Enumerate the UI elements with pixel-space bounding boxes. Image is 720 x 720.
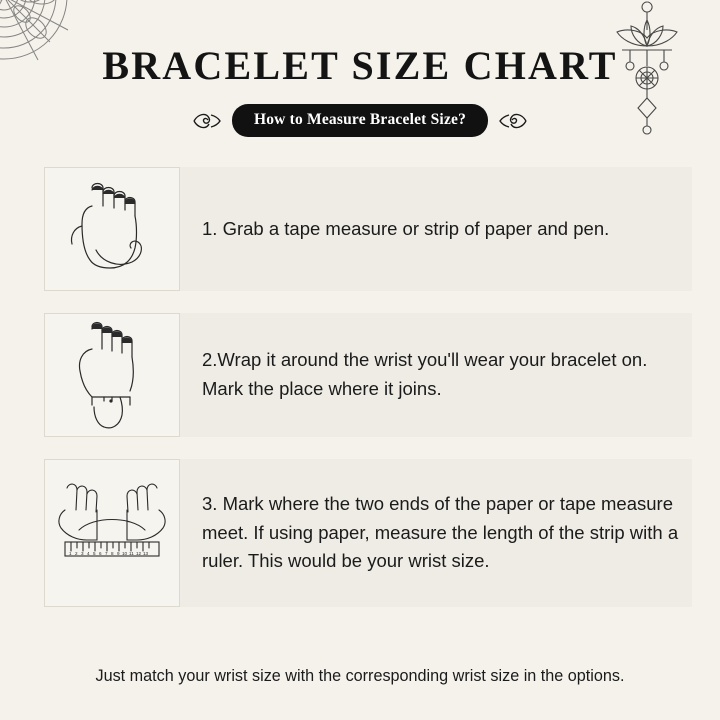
step-2-illustration xyxy=(44,313,180,437)
svg-text:11: 11 xyxy=(129,551,134,556)
svg-text:6: 6 xyxy=(99,551,102,556)
svg-text:8: 8 xyxy=(111,551,114,556)
svg-text:2: 2 xyxy=(75,551,78,556)
subtitle-pill: How to Measure Bracelet Size? xyxy=(232,104,488,137)
step-1-illustration xyxy=(44,167,180,291)
svg-text:7: 7 xyxy=(105,551,108,556)
svg-text:5: 5 xyxy=(93,551,96,556)
document-header xyxy=(0,0,720,137)
svg-text:4: 4 xyxy=(87,551,90,556)
hand-wrapped-tape-icon xyxy=(52,315,172,435)
step-3-illustration xyxy=(44,459,180,607)
step-item-3 xyxy=(0,459,720,607)
fist-hand-with-tape-icon xyxy=(52,174,172,284)
hands-measuring-ruler-icon xyxy=(49,468,175,598)
step-1-text: 1. Grab a tape measure or strip of paper and pen. xyxy=(202,217,610,239)
step-2-text: 2.Wrap it around the wrist you'll wear your bracelet on. Mark the place where it joins. xyxy=(202,349,648,399)
subtitle-row xyxy=(0,104,720,137)
svg-text:13: 13 xyxy=(143,551,149,556)
flourish-left-icon xyxy=(192,110,222,132)
step-item-2 xyxy=(0,313,720,437)
flourish-right-icon xyxy=(498,110,528,132)
svg-text:9: 9 xyxy=(117,551,120,556)
svg-text:1: 1 xyxy=(69,551,72,556)
svg-text:12: 12 xyxy=(136,551,142,556)
step-item-1 xyxy=(0,167,720,291)
step-3-text: 3. Mark where the two ends of the paper or tape measure meet. If using paper, measure the length of the strip with a ruler. This would be your wrist size. xyxy=(202,492,679,572)
steps-list xyxy=(0,167,720,607)
page-title: BRACELET SIZE CHART xyxy=(102,43,618,88)
footer-note: Just match your wrist size with the corresponding wrist size in the options. xyxy=(95,667,625,685)
svg-text:3: 3 xyxy=(81,551,84,556)
svg-text:10: 10 xyxy=(122,551,128,556)
